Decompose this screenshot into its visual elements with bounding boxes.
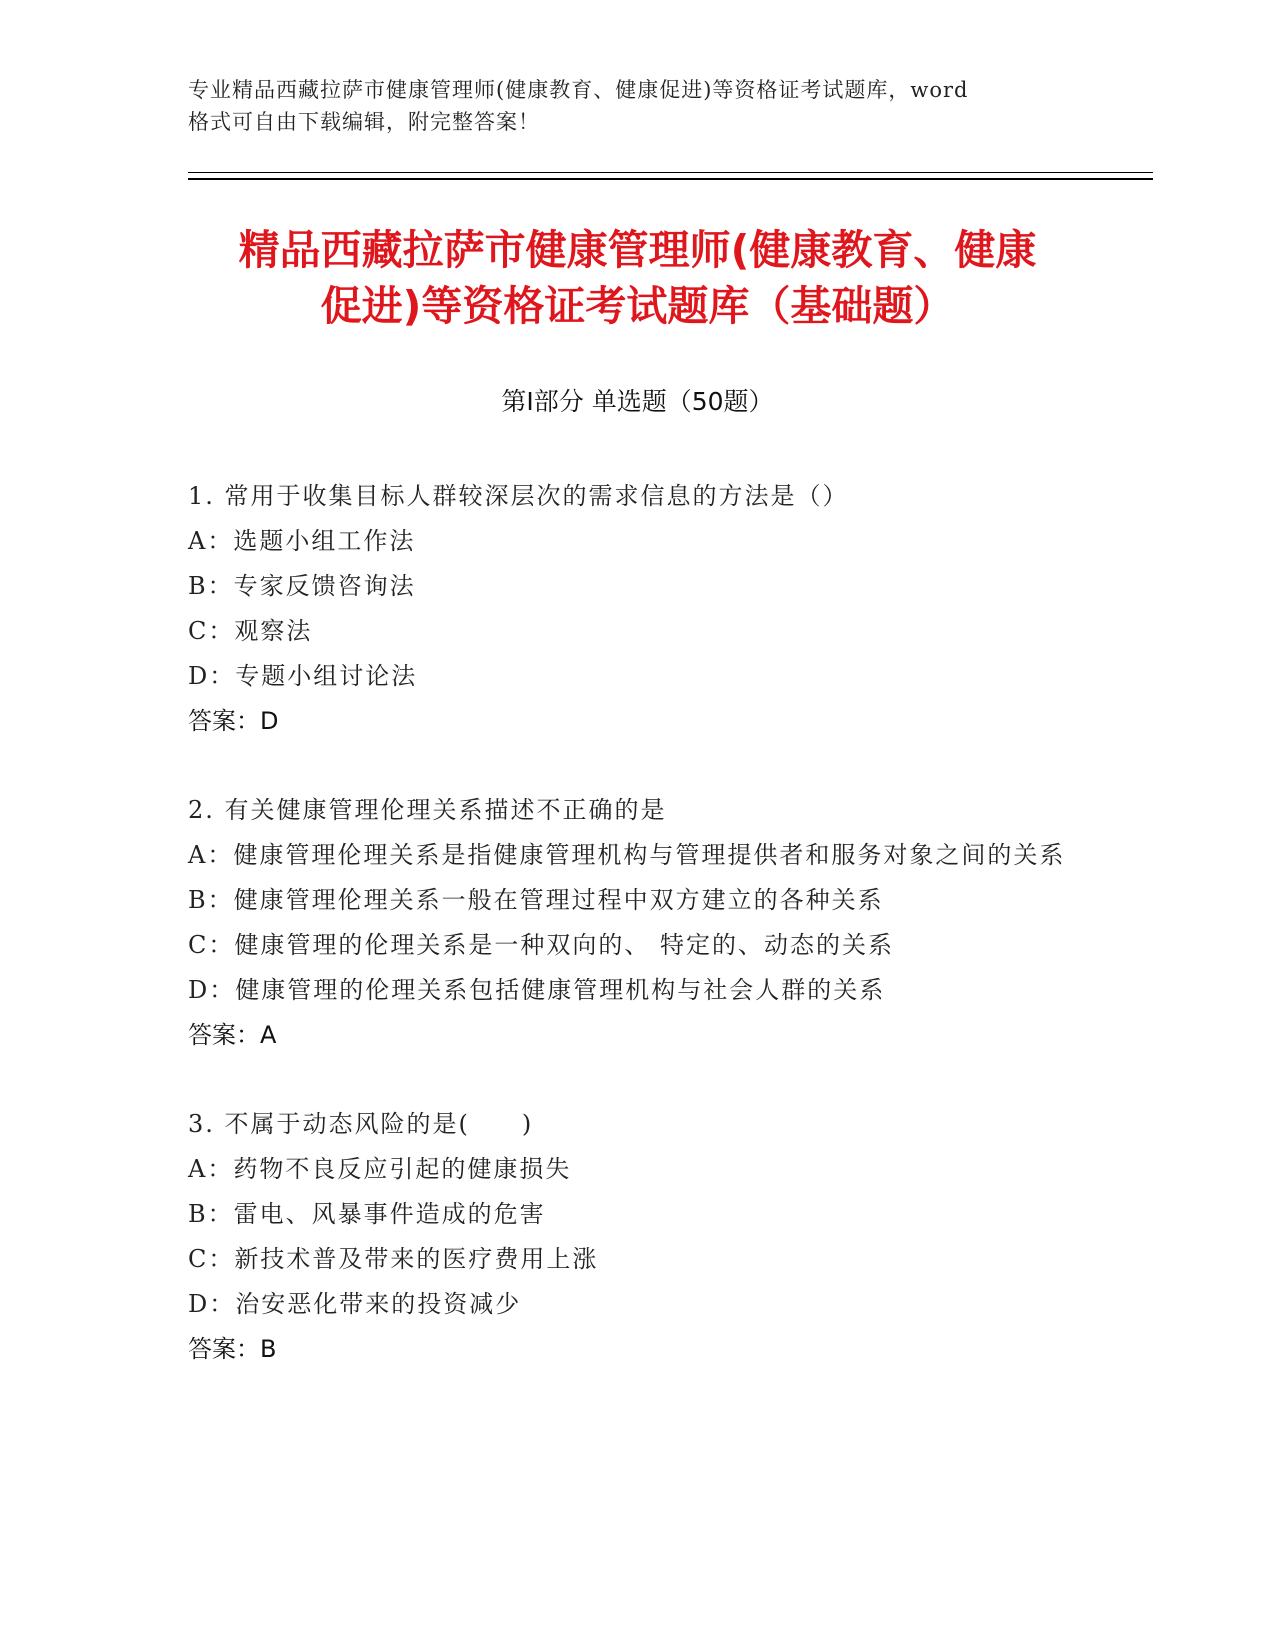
intro-line-2: 格式可自由下载编辑，附完整答案！: [188, 110, 540, 134]
question-2: [188, 788, 1088, 1058]
option-text: 观察法: [234, 617, 313, 645]
option-letter: B：: [188, 886, 234, 914]
answer-label: 答案：A: [188, 1021, 277, 1049]
question-stem: 1. 常用于收集目标人群较深层次的需求信息的方法是（）: [188, 482, 849, 510]
option-b: [188, 564, 1088, 609]
option-text: 治安恶化带来的投资减少: [235, 1290, 522, 1318]
option-text: 健康管理的伦理关系是一种双向的、 特定的、动态的关系: [234, 931, 895, 959]
title-line-1: 精品西藏拉萨市健康管理师(健康教育、健康: [238, 226, 1037, 274]
document-title: [160, 222, 1115, 334]
option-letter: A：: [188, 1155, 234, 1183]
option-text: 专家反馈咨询法: [233, 572, 416, 600]
answer-label: 答案：B: [188, 1335, 277, 1363]
option-letter: D：: [188, 662, 236, 690]
question-stem: 2. 有关健康管理伦理关系描述不正确的是: [188, 796, 667, 824]
option-text: 健康管理伦理关系一般在管理过程中双方建立的各种关系: [233, 886, 884, 914]
question-1: [188, 474, 1088, 744]
intro-line-1: 专业精品西藏拉萨市健康管理师(健康教育、健康促进)等资格证考试题库，word: [188, 78, 969, 102]
question-list: [188, 474, 1088, 1416]
option-letter: A：: [188, 527, 234, 555]
option-letter: C：: [188, 617, 235, 645]
option-text: 健康管理的伦理关系包括健康管理机构与社会人群的关系: [235, 976, 886, 1004]
option-letter: C：: [188, 931, 235, 959]
title-line-2: 促进)等资格证考试题库（基础题）: [320, 282, 955, 330]
header-divider-thin: [188, 172, 1153, 173]
option-d: [188, 654, 1088, 699]
option-a: [188, 1147, 1088, 1192]
option-c: [188, 1237, 1088, 1282]
option-d: [188, 968, 1088, 1013]
option-c: [188, 923, 1088, 968]
answer-label: 答案：D: [188, 707, 279, 735]
header-divider-thick: [188, 178, 1153, 180]
option-letter: C：: [188, 1245, 235, 1273]
intro-text: [188, 74, 1088, 138]
option-d: [188, 1282, 1088, 1327]
section-heading: 第Ⅰ部分 单选题（50题）: [501, 387, 774, 416]
option-a: [188, 833, 1088, 878]
option-text: 雷电、风暴事件造成的危害: [233, 1200, 546, 1228]
option-c: [188, 609, 1088, 654]
option-text: 健康管理伦理关系是指健康管理机构与管理提供者和服务对象之间的关系: [233, 841, 1066, 869]
option-letter: A：: [188, 841, 234, 869]
question-stem: 3. 不属于动态风险的是( ): [188, 1110, 534, 1138]
option-b: [188, 1192, 1088, 1237]
option-letter: D：: [188, 976, 236, 1004]
option-letter: B：: [188, 572, 234, 600]
option-text: 专题小组讨论法: [235, 662, 418, 690]
option-letter: D：: [188, 1290, 236, 1318]
question-3: [188, 1102, 1088, 1372]
option-b: [188, 878, 1088, 923]
option-text: 药物不良反应引起的健康损失: [233, 1155, 572, 1183]
option-text: 选题小组工作法: [233, 527, 416, 555]
option-a: [188, 519, 1088, 564]
option-letter: B：: [188, 1200, 234, 1228]
option-text: 新技术普及带来的医疗费用上涨: [234, 1245, 599, 1273]
